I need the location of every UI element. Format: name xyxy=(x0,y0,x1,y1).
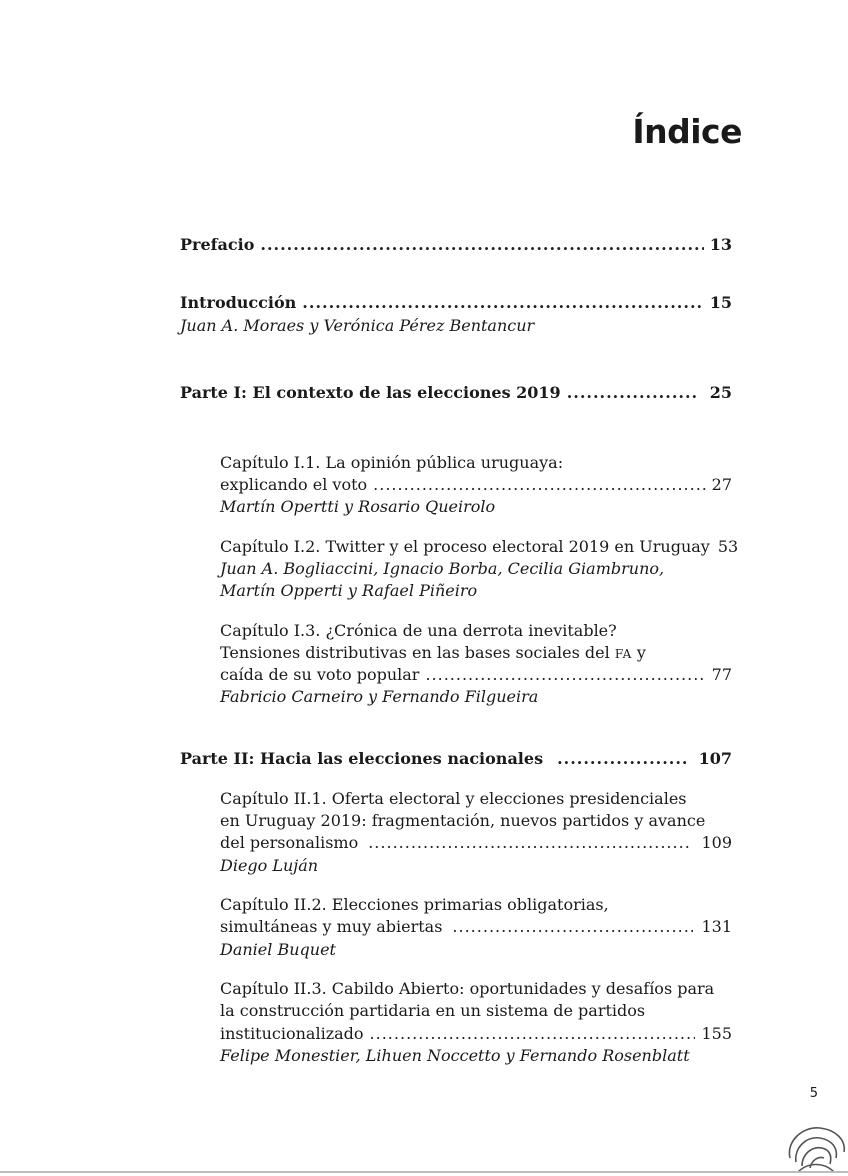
toc-entry-authors: Juan A. Moraes y Verónica Pérez Bentancur xyxy=(180,316,535,335)
toc-chapter-i-3[interactable] xyxy=(220,664,732,686)
chapter-page: 77 xyxy=(711,665,732,684)
chapter-title-line: la construcción partidaria en un sistema de partidos xyxy=(220,1001,646,1020)
chapter-page: 27 xyxy=(711,475,732,494)
chapter-page: 131 xyxy=(701,917,732,936)
chapter-title-line: Capítulo II.2. Elecciones primarias obligatorias, xyxy=(220,895,609,914)
chapter-authors: Juan A. Bogliaccini, Ignacio Borba, Cecilia Giambruno, xyxy=(220,559,665,578)
chapter-authors: Martín Opertti y Rosario Queirolo xyxy=(220,497,496,516)
toc-chapter-ii-2[interactable] xyxy=(220,916,732,938)
chapter-authors: Diego Luján xyxy=(220,856,319,875)
bottom-rule xyxy=(0,1171,848,1173)
toc-chapter-i-2[interactable] xyxy=(220,536,739,558)
chapter-title-line: Capítulo I.3. ¿Crónica de una derrota inevitable? xyxy=(220,621,617,640)
dot-leader xyxy=(557,748,689,770)
chapter-title-line: explicando el voto xyxy=(220,475,368,494)
toc-entry-page: 13 xyxy=(709,235,732,254)
chapter-title-line: Capítulo II.1. Oferta electoral y elecciones presidenciales xyxy=(220,789,687,808)
toc-entry-introduccion[interactable] xyxy=(180,292,732,314)
chapter-authors: Martín Opperti y Rafael Piñeiro xyxy=(220,581,478,600)
chapter-title-line: Capítulo II.3. Cabildo Abierto: oportunidades y desafíos para xyxy=(220,979,715,998)
toc-entry-prefacio[interactable] xyxy=(180,234,732,256)
toc-chapter-ii-1[interactable] xyxy=(220,832,732,854)
part-page: 25 xyxy=(709,383,732,402)
toc-entry-title: Introducción xyxy=(180,293,297,312)
toc-part-2[interactable] xyxy=(180,748,732,770)
chapter-authors: Daniel Buquet xyxy=(220,940,336,959)
chapter-authors: Felipe Monestier, Lihuen Noccetto y Fernando Rosenblatt xyxy=(220,1046,690,1065)
dot-leader xyxy=(368,832,691,854)
chapter-title-line: Capítulo I.2. Twitter y el proceso electoral 2019 en Uruguay xyxy=(220,537,710,556)
dot-leader xyxy=(260,234,703,256)
chapter-page: 155 xyxy=(701,1024,732,1043)
chapter-page: 109 xyxy=(701,833,732,852)
toc-chapter-i-1[interactable] xyxy=(220,474,732,496)
dot-leader xyxy=(370,1023,696,1045)
page-title: Índice xyxy=(632,112,742,151)
chapter-title-line xyxy=(220,642,646,665)
part-title: Parte I: El contexto de las elecciones 2019 xyxy=(180,383,561,402)
part-page: 107 xyxy=(698,749,732,768)
dot-leader xyxy=(373,474,706,496)
abbreviation: FA xyxy=(614,647,632,661)
chapter-title-text: Tensiones distributivas en las bases sociales del xyxy=(220,643,610,662)
dot-leader xyxy=(567,382,698,404)
dot-leader xyxy=(425,664,705,686)
dot-leader xyxy=(452,916,693,938)
toc-entry-page: 15 xyxy=(709,293,732,312)
chapter-title-line: institucionalizado xyxy=(220,1024,364,1043)
chapter-authors: Fabricio Carneiro y Fernando Filgueira xyxy=(220,687,539,706)
dot-leader xyxy=(302,292,703,314)
chapter-title-line: caída de su voto popular xyxy=(220,665,420,684)
chapter-title-line: simultáneas y muy abiertas xyxy=(220,917,443,936)
toc-entry-title: Prefacio xyxy=(180,235,255,254)
publisher-logo-icon xyxy=(784,1118,848,1172)
chapter-title-line: en Uruguay 2019: fragmentación, nuevos partidos y avance xyxy=(220,811,706,830)
chapter-page: 53 xyxy=(717,537,739,556)
toc-chapter-ii-3[interactable] xyxy=(220,1023,732,1045)
chapter-title-line: del personalismo xyxy=(220,833,359,852)
chapter-title-line: Capítulo I.1. La opinión pública uruguaya: xyxy=(220,453,564,472)
page-number: 5 xyxy=(809,1086,818,1101)
toc-part-1[interactable] xyxy=(180,382,732,404)
chapter-title-text: y xyxy=(636,643,646,662)
part-title: Parte II: Hacia las elecciones nacionales xyxy=(180,749,544,768)
